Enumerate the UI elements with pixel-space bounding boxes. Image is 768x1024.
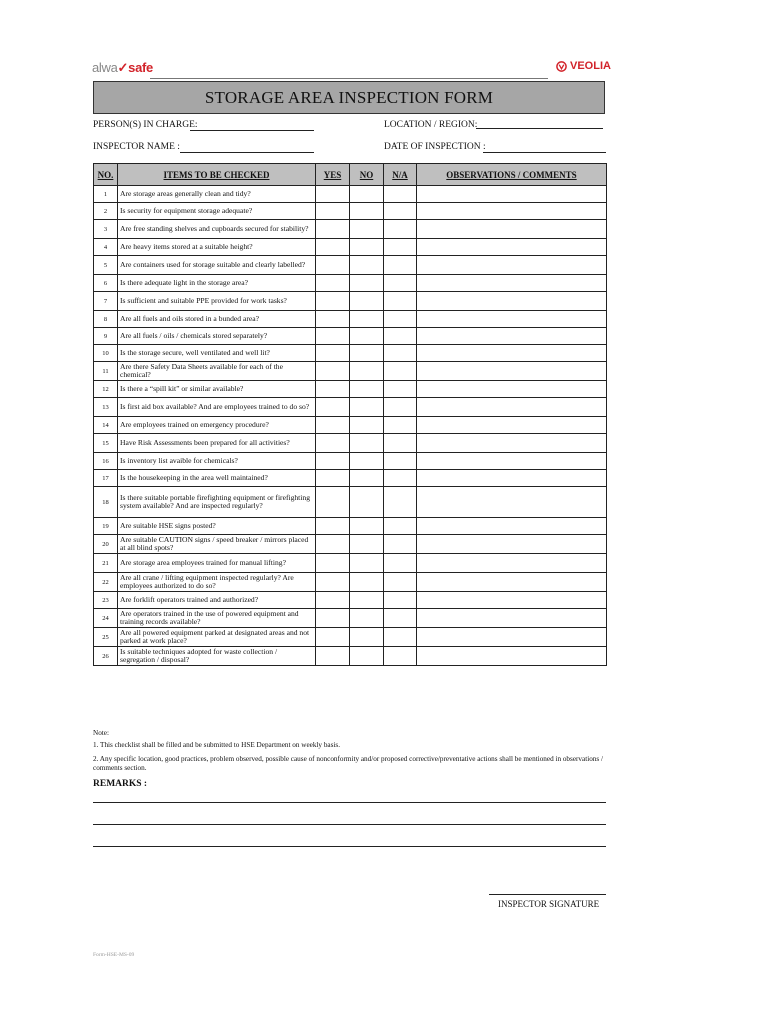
- na-cell[interactable]: [384, 186, 417, 203]
- row-number: 8: [94, 311, 118, 328]
- row-number: 22: [94, 573, 118, 592]
- veolia-mark-icon: [556, 61, 567, 72]
- col-header-na: N/A: [384, 164, 417, 186]
- na-cell[interactable]: [384, 487, 417, 518]
- row-number: 24: [94, 609, 118, 628]
- row-number: 1: [94, 186, 118, 203]
- table-row: [94, 518, 607, 535]
- no-cell[interactable]: [350, 647, 384, 666]
- no-cell[interactable]: [350, 573, 384, 592]
- na-cell[interactable]: [384, 434, 417, 453]
- notes-heading: Note:: [93, 729, 109, 737]
- remarks-label: REMARKS :: [93, 779, 148, 789]
- row-item: Is there adequate light in the storage area?: [118, 275, 316, 292]
- na-cell[interactable]: [384, 453, 417, 470]
- veolia-logo: VEOLIA: [556, 60, 611, 72]
- row-item: Is suitable techniques adopted for waste collection / segregation / disposal?: [118, 647, 316, 666]
- col-header-items: ITEMS TO BE CHECKED: [118, 164, 316, 186]
- comment-cell[interactable]: [417, 535, 607, 554]
- row-number: 3: [94, 220, 118, 239]
- yes-cell[interactable]: [316, 345, 350, 362]
- row-number: 7: [94, 292, 118, 311]
- table-row: [94, 434, 607, 453]
- form-title: STORAGE AREA INSPECTION FORM: [93, 81, 605, 114]
- comment-cell[interactable]: [417, 186, 607, 203]
- row-item: Are suitable CAUTION signs / speed breaker / mirrors placed at all blind spots?: [118, 535, 316, 554]
- row-number: 18: [94, 487, 118, 518]
- notes-section: [93, 729, 605, 773]
- row-item: Have Risk Assessments been prepared for all activities?: [118, 434, 316, 453]
- yes-cell[interactable]: [316, 554, 350, 573]
- row-number: 14: [94, 417, 118, 434]
- yes-cell[interactable]: [316, 647, 350, 666]
- comment-cell[interactable]: [417, 398, 607, 417]
- row-number: 6: [94, 275, 118, 292]
- comment-cell[interactable]: [417, 554, 607, 573]
- comment-cell[interactable]: [417, 592, 607, 609]
- persons-in-charge-label: PERSON(S) IN CHARGE:: [93, 120, 198, 130]
- yes-cell[interactable]: [316, 362, 350, 381]
- yes-cell[interactable]: [316, 256, 350, 275]
- col-header-no-answer: NO: [350, 164, 384, 186]
- yes-cell[interactable]: [316, 592, 350, 609]
- table-row: [94, 453, 607, 470]
- no-cell[interactable]: [350, 381, 384, 398]
- table-row: [94, 256, 607, 275]
- comment-cell[interactable]: [417, 434, 607, 453]
- na-cell[interactable]: [384, 220, 417, 239]
- row-item: Are forklift operators trained and authorized?: [118, 592, 316, 609]
- comment-cell[interactable]: [417, 292, 607, 311]
- table-row: [94, 275, 607, 292]
- no-cell[interactable]: [350, 554, 384, 573]
- row-item: Is security for equipment storage adequate?: [118, 203, 316, 220]
- yes-cell[interactable]: [316, 518, 350, 535]
- comment-cell[interactable]: [417, 345, 607, 362]
- row-item: Are employees trained on emergency procedure?: [118, 417, 316, 434]
- row-number: 5: [94, 256, 118, 275]
- comment-cell[interactable]: [417, 470, 607, 487]
- comment-cell[interactable]: [417, 628, 607, 647]
- comment-cell[interactable]: [417, 256, 607, 275]
- row-item: Is first aid box available? And are employees trained to do so?: [118, 398, 316, 417]
- comment-cell[interactable]: [417, 609, 607, 628]
- comment-cell[interactable]: [417, 311, 607, 328]
- persons-in-charge-field[interactable]: [190, 130, 314, 131]
- yes-cell[interactable]: [316, 311, 350, 328]
- row-number: 26: [94, 647, 118, 666]
- yes-cell[interactable]: [316, 487, 350, 518]
- table-row: [94, 203, 607, 220]
- row-item: Are all crane / lifting equipment inspected regularly? Are employees authorized to do so?: [118, 573, 316, 592]
- no-cell[interactable]: [350, 398, 384, 417]
- col-header-observations: OBSERVATIONS / COMMENTS: [417, 164, 607, 186]
- location-region-label: LOCATION / REGION:: [384, 120, 478, 130]
- note-2: 2. Any specific location, good practices, problem observed, possible cause of nonconformity and/or proposed corrective/preventative actions shall be mentioned in observations / comments section.: [93, 755, 603, 772]
- remarks-line-3[interactable]: [93, 846, 606, 847]
- row-number: 21: [94, 554, 118, 573]
- no-cell[interactable]: [350, 535, 384, 554]
- na-cell[interactable]: [384, 554, 417, 573]
- checklist-table: [93, 163, 607, 666]
- row-item: Are operators trained in the use of powered equipment and training records available?: [118, 609, 316, 628]
- row-item: Is sufficient and suitable PPE provided for work tasks?: [118, 292, 316, 311]
- row-number: 20: [94, 535, 118, 554]
- row-number: 13: [94, 398, 118, 417]
- no-cell[interactable]: [350, 186, 384, 203]
- comment-cell[interactable]: [417, 381, 607, 398]
- table-row: [94, 628, 607, 647]
- table-row: [94, 311, 607, 328]
- comment-cell[interactable]: [417, 275, 607, 292]
- no-cell[interactable]: [350, 470, 384, 487]
- comment-cell[interactable]: [417, 453, 607, 470]
- no-cell[interactable]: [350, 518, 384, 535]
- comment-cell[interactable]: [417, 417, 607, 434]
- yes-cell[interactable]: [316, 628, 350, 647]
- inspector-signature-label: INSPECTOR SIGNATURE: [498, 899, 600, 909]
- yes-cell[interactable]: [316, 609, 350, 628]
- na-cell[interactable]: [384, 628, 417, 647]
- table-row: [94, 328, 607, 345]
- row-number: 25: [94, 628, 118, 647]
- na-cell[interactable]: [384, 647, 417, 666]
- yes-cell[interactable]: [316, 453, 350, 470]
- yes-cell[interactable]: [316, 239, 350, 256]
- table-row: [94, 220, 607, 239]
- table-row: [94, 573, 607, 592]
- comment-cell[interactable]: [417, 573, 607, 592]
- comment-cell[interactable]: [417, 518, 607, 535]
- yes-cell[interactable]: [316, 381, 350, 398]
- table-header-row: [94, 164, 607, 186]
- comment-cell[interactable]: [417, 203, 607, 220]
- no-cell[interactable]: [350, 203, 384, 220]
- inspector-name-field[interactable]: [180, 152, 314, 153]
- yes-cell[interactable]: [316, 535, 350, 554]
- yes-cell[interactable]: [316, 220, 350, 239]
- table-row: [94, 292, 607, 311]
- comment-cell[interactable]: [417, 239, 607, 256]
- na-cell[interactable]: [384, 573, 417, 592]
- table-row: [94, 487, 607, 518]
- table-row: [94, 592, 607, 609]
- date-of-inspection-label: DATE OF INSPECTION :: [384, 142, 486, 152]
- row-number: 15: [94, 434, 118, 453]
- no-cell[interactable]: [350, 292, 384, 311]
- na-cell[interactable]: [384, 345, 417, 362]
- no-cell[interactable]: [350, 345, 384, 362]
- row-number: 16: [94, 453, 118, 470]
- no-cell[interactable]: [350, 417, 384, 434]
- table-row: [94, 345, 607, 362]
- comment-cell[interactable]: [417, 487, 607, 518]
- col-header-yes: YES: [316, 164, 350, 186]
- no-cell[interactable]: [350, 311, 384, 328]
- col-header-no: NO.: [94, 164, 118, 186]
- date-of-inspection-field[interactable]: [483, 152, 606, 153]
- table-row: [94, 470, 607, 487]
- na-cell[interactable]: [384, 518, 417, 535]
- table-row: [94, 398, 607, 417]
- na-cell[interactable]: [384, 203, 417, 220]
- na-cell[interactable]: [384, 311, 417, 328]
- row-item: Are all fuels and oils stored in a bunded area?: [118, 311, 316, 328]
- no-cell[interactable]: [350, 275, 384, 292]
- na-cell[interactable]: [384, 398, 417, 417]
- no-cell[interactable]: [350, 220, 384, 239]
- yes-cell[interactable]: [316, 292, 350, 311]
- inspector-name-label: INSPECTOR NAME :: [93, 142, 180, 152]
- na-cell[interactable]: [384, 362, 417, 381]
- row-item: Are storage areas generally clean and tidy?: [118, 186, 316, 203]
- row-number: 4: [94, 239, 118, 256]
- row-item: Are free standing shelves and cupboards secured for stability?: [118, 220, 316, 239]
- table-row: [94, 381, 607, 398]
- row-item: Is inventory list avaible for chemicals?: [118, 453, 316, 470]
- no-cell[interactable]: [350, 609, 384, 628]
- no-cell[interactable]: [350, 453, 384, 470]
- row-item: Is the storage secure, well ventilated and well lit?: [118, 345, 316, 362]
- table-row: [94, 647, 607, 666]
- yes-cell[interactable]: [316, 417, 350, 434]
- yes-cell[interactable]: [316, 275, 350, 292]
- row-number: 19: [94, 518, 118, 535]
- form-code: Form-HSE-MS-09: [93, 952, 135, 958]
- comment-cell[interactable]: [417, 220, 607, 239]
- remarks-line-1[interactable]: [93, 802, 606, 803]
- alwasafe-logo: alwa✓safe: [92, 60, 153, 75]
- table-row: [94, 362, 607, 381]
- row-item: Are all powered equipment parked at designated areas and not parked at work place?: [118, 628, 316, 647]
- row-number: 17: [94, 470, 118, 487]
- header-rule: [150, 78, 548, 79]
- row-number: 11: [94, 362, 118, 381]
- row-item: Are heavy items stored at a suitable height?: [118, 239, 316, 256]
- no-cell[interactable]: [350, 362, 384, 381]
- na-cell[interactable]: [384, 470, 417, 487]
- comment-cell[interactable]: [417, 362, 607, 381]
- yes-cell[interactable]: [316, 573, 350, 592]
- na-cell[interactable]: [384, 328, 417, 345]
- yes-cell[interactable]: [316, 434, 350, 453]
- na-cell[interactable]: [384, 381, 417, 398]
- comment-cell[interactable]: [417, 647, 607, 666]
- table-row: [94, 609, 607, 628]
- row-number: 2: [94, 203, 118, 220]
- no-cell[interactable]: [350, 592, 384, 609]
- row-item: Is the housekeeping in the area well maintained?: [118, 470, 316, 487]
- no-cell[interactable]: [350, 256, 384, 275]
- row-item: Are storage area employees trained for manual lifting?: [118, 554, 316, 573]
- na-cell[interactable]: [384, 592, 417, 609]
- remarks-line-2[interactable]: [93, 824, 606, 825]
- na-cell[interactable]: [384, 609, 417, 628]
- row-item: Is there a “spill kit” or similar available?: [118, 381, 316, 398]
- row-item: Is there suitable portable firefighting equipment or firefighting system available? And are inspected regularly?: [118, 487, 316, 518]
- yes-cell[interactable]: [316, 186, 350, 203]
- row-number: 23: [94, 592, 118, 609]
- na-cell[interactable]: [384, 535, 417, 554]
- table-row: [94, 239, 607, 256]
- no-cell[interactable]: [350, 328, 384, 345]
- table-row: [94, 186, 607, 203]
- table-row: [94, 535, 607, 554]
- na-cell[interactable]: [384, 417, 417, 434]
- row-number: 10: [94, 345, 118, 362]
- no-cell[interactable]: [350, 487, 384, 518]
- row-item: Are there Safety Data Sheets available for each of the chemical?: [118, 362, 316, 381]
- na-cell[interactable]: [384, 256, 417, 275]
- signature-line[interactable]: [489, 894, 606, 895]
- na-cell[interactable]: [384, 239, 417, 256]
- table-row: [94, 417, 607, 434]
- location-region-field[interactable]: [476, 128, 603, 129]
- no-cell[interactable]: [350, 628, 384, 647]
- no-cell[interactable]: [350, 239, 384, 256]
- na-cell[interactable]: [384, 292, 417, 311]
- yes-cell[interactable]: [316, 203, 350, 220]
- yes-cell[interactable]: [316, 470, 350, 487]
- table-row: [94, 554, 607, 573]
- na-cell[interactable]: [384, 275, 417, 292]
- no-cell[interactable]: [350, 434, 384, 453]
- row-number: 12: [94, 381, 118, 398]
- row-item: Are containers used for storage suitable and clearly labelled?: [118, 256, 316, 275]
- comment-cell[interactable]: [417, 328, 607, 345]
- note-1: 1. This checklist shall be filled and be submitted to HSE Department on weekly basis.: [93, 741, 340, 749]
- row-item: Are all fuels / oils / chemicals stored separately?: [118, 328, 316, 345]
- yes-cell[interactable]: [316, 398, 350, 417]
- row-number: 9: [94, 328, 118, 345]
- yes-cell[interactable]: [316, 328, 350, 345]
- row-item: Are suitable HSE signs posted?: [118, 518, 316, 535]
